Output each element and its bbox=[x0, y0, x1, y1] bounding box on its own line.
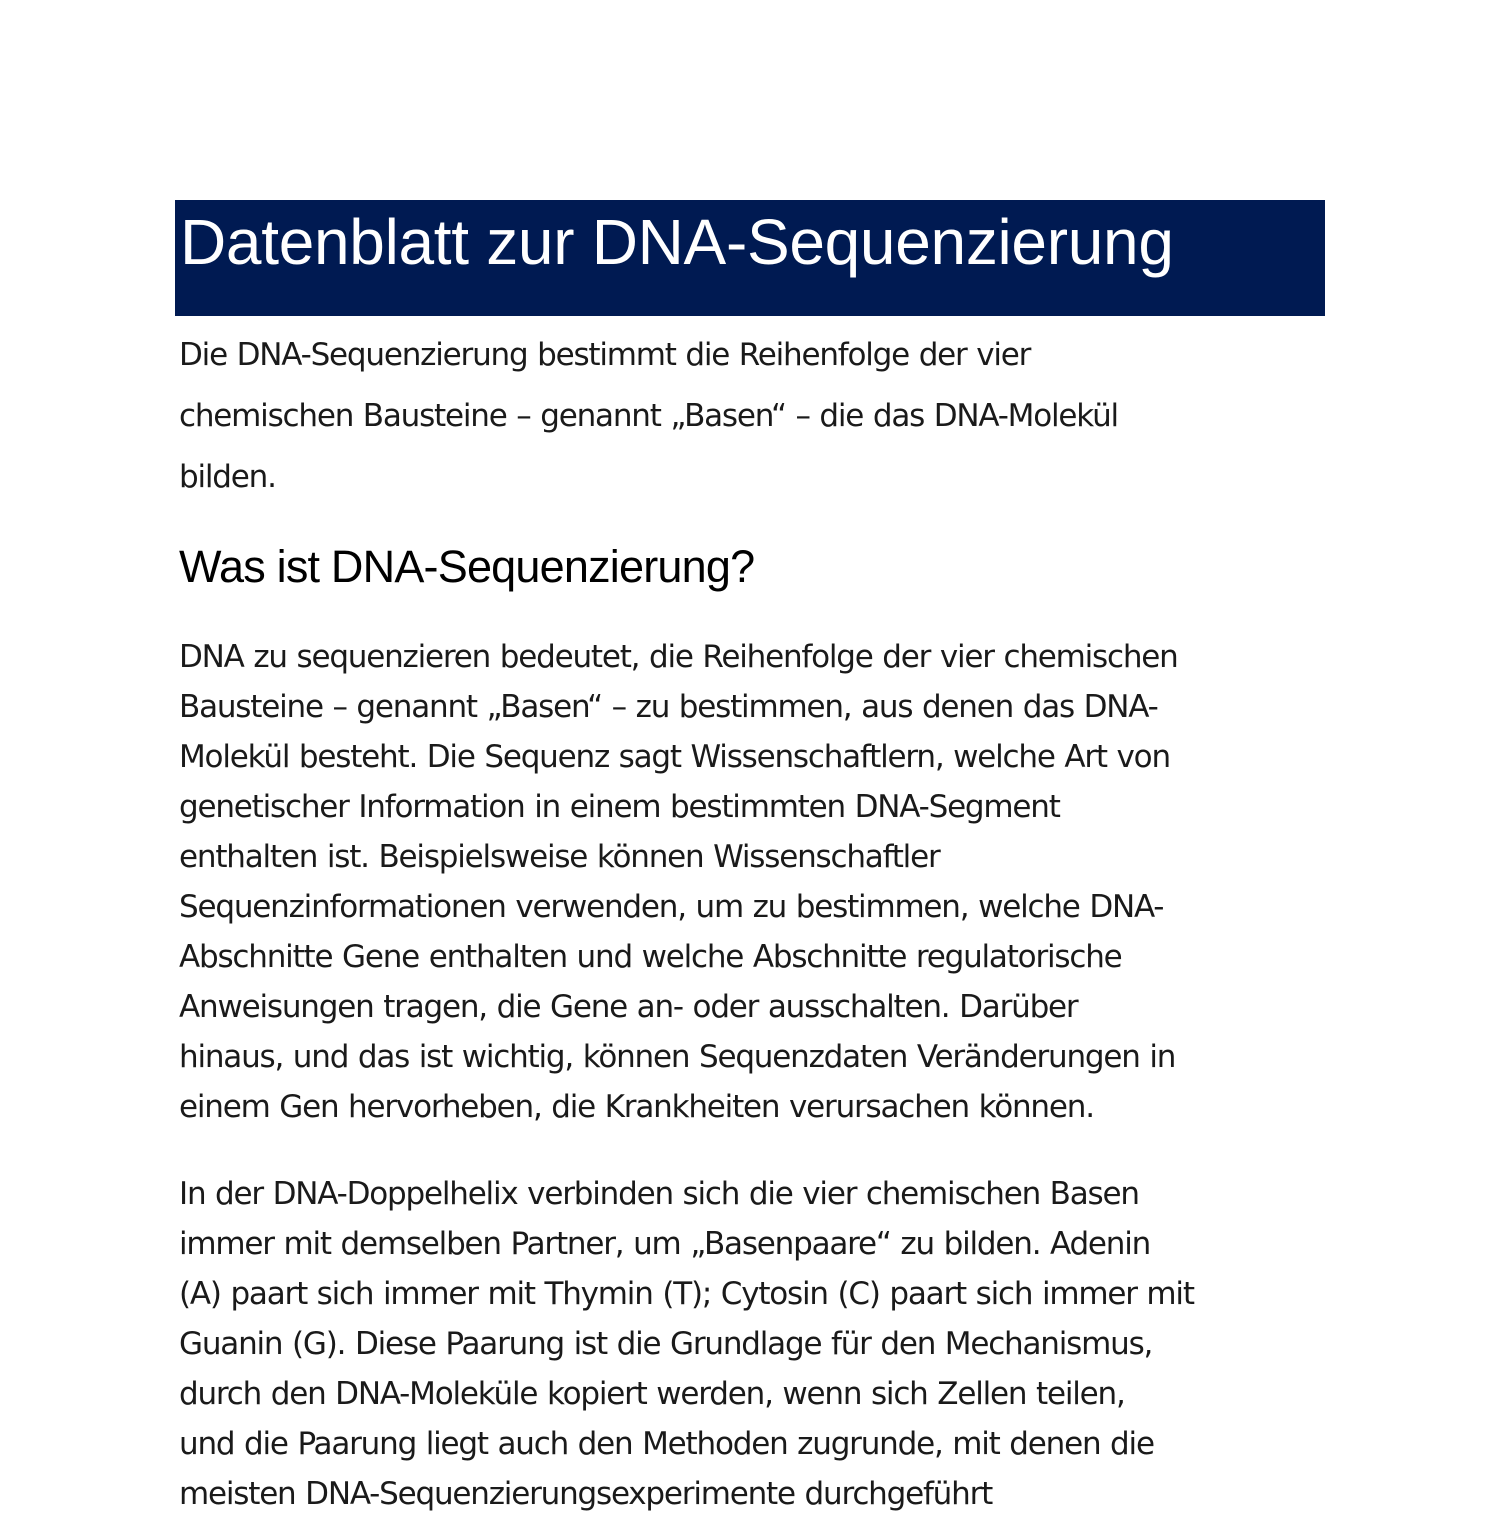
section-heading: Was ist DNA-Sequenzierung? bbox=[179, 541, 755, 592]
intro-line: chemischen Bausteine – genannt „Basen“ – die das DNA-Molekül bbox=[179, 398, 1118, 434]
paragraph-line: Bausteine – genannt „Basen“ – zu bestimmen, aus denen das DNA- bbox=[179, 689, 1158, 725]
paragraph-line: In der DNA-Doppelhelix verbinden sich die vier chemischen Basen bbox=[179, 1176, 1139, 1212]
intro-paragraph bbox=[179, 325, 1118, 508]
paragraph-line: hinaus, und das ist wichtig, können Sequenzdaten Veränderungen in bbox=[179, 1039, 1176, 1075]
paragraph-line: enthalten ist. Beispielsweise können Wissenschaftler bbox=[179, 839, 940, 875]
intro-line: Die DNA-Sequenzierung bestimmt die Reihenfolge der vier bbox=[179, 337, 1031, 373]
paragraph-line: Anweisungen tragen, die Gene an- oder ausschalten. Darüber bbox=[179, 989, 1078, 1025]
paragraph-line: genetischer Information in einem bestimmten DNA-Segment bbox=[179, 789, 1060, 825]
paragraph-line: Molekül besteht. Die Sequenz sagt Wissenschaftlern, welche Art von bbox=[179, 739, 1170, 775]
paragraph-line: Abschnitte Gene enthalten und welche Abschnitte regulatorische bbox=[179, 939, 1122, 975]
title-banner bbox=[175, 200, 1325, 316]
intro-line: bilden. bbox=[179, 459, 276, 495]
document-title: Datenblatt zur DNA-Sequenzierung bbox=[180, 206, 1174, 278]
paragraph-line: (A) paart sich immer mit Thymin (T); Cytosin (C) paart sich immer mit bbox=[179, 1276, 1194, 1312]
body-paragraph-1 bbox=[179, 632, 1178, 1132]
paragraph-line: immer mit demselben Partner, um „Basenpaare“ zu bilden. Adenin bbox=[179, 1226, 1151, 1262]
body-paragraph-2 bbox=[179, 1169, 1194, 1519]
paragraph-line: und die Paarung liegt auch den Methoden zugrunde, mit denen die bbox=[179, 1426, 1154, 1462]
paragraph-line: Guanin (G). Diese Paarung ist die Grundlage für den Mechanismus, bbox=[179, 1326, 1153, 1362]
paragraph-line: durch den DNA-Moleküle kopiert werden, wenn sich Zellen teilen, bbox=[179, 1376, 1125, 1412]
paragraph-line: meisten DNA-Sequenzierungsexperimente durchgeführt bbox=[179, 1476, 993, 1512]
paragraph-line: DNA zu sequenzieren bedeutet, die Reihenfolge der vier chemischen bbox=[179, 639, 1178, 675]
paragraph-line: einem Gen hervorheben, die Krankheiten verursachen können. bbox=[179, 1089, 1094, 1125]
paragraph-line: Sequenzinformationen verwenden, um zu bestimmen, welche DNA- bbox=[179, 889, 1164, 925]
